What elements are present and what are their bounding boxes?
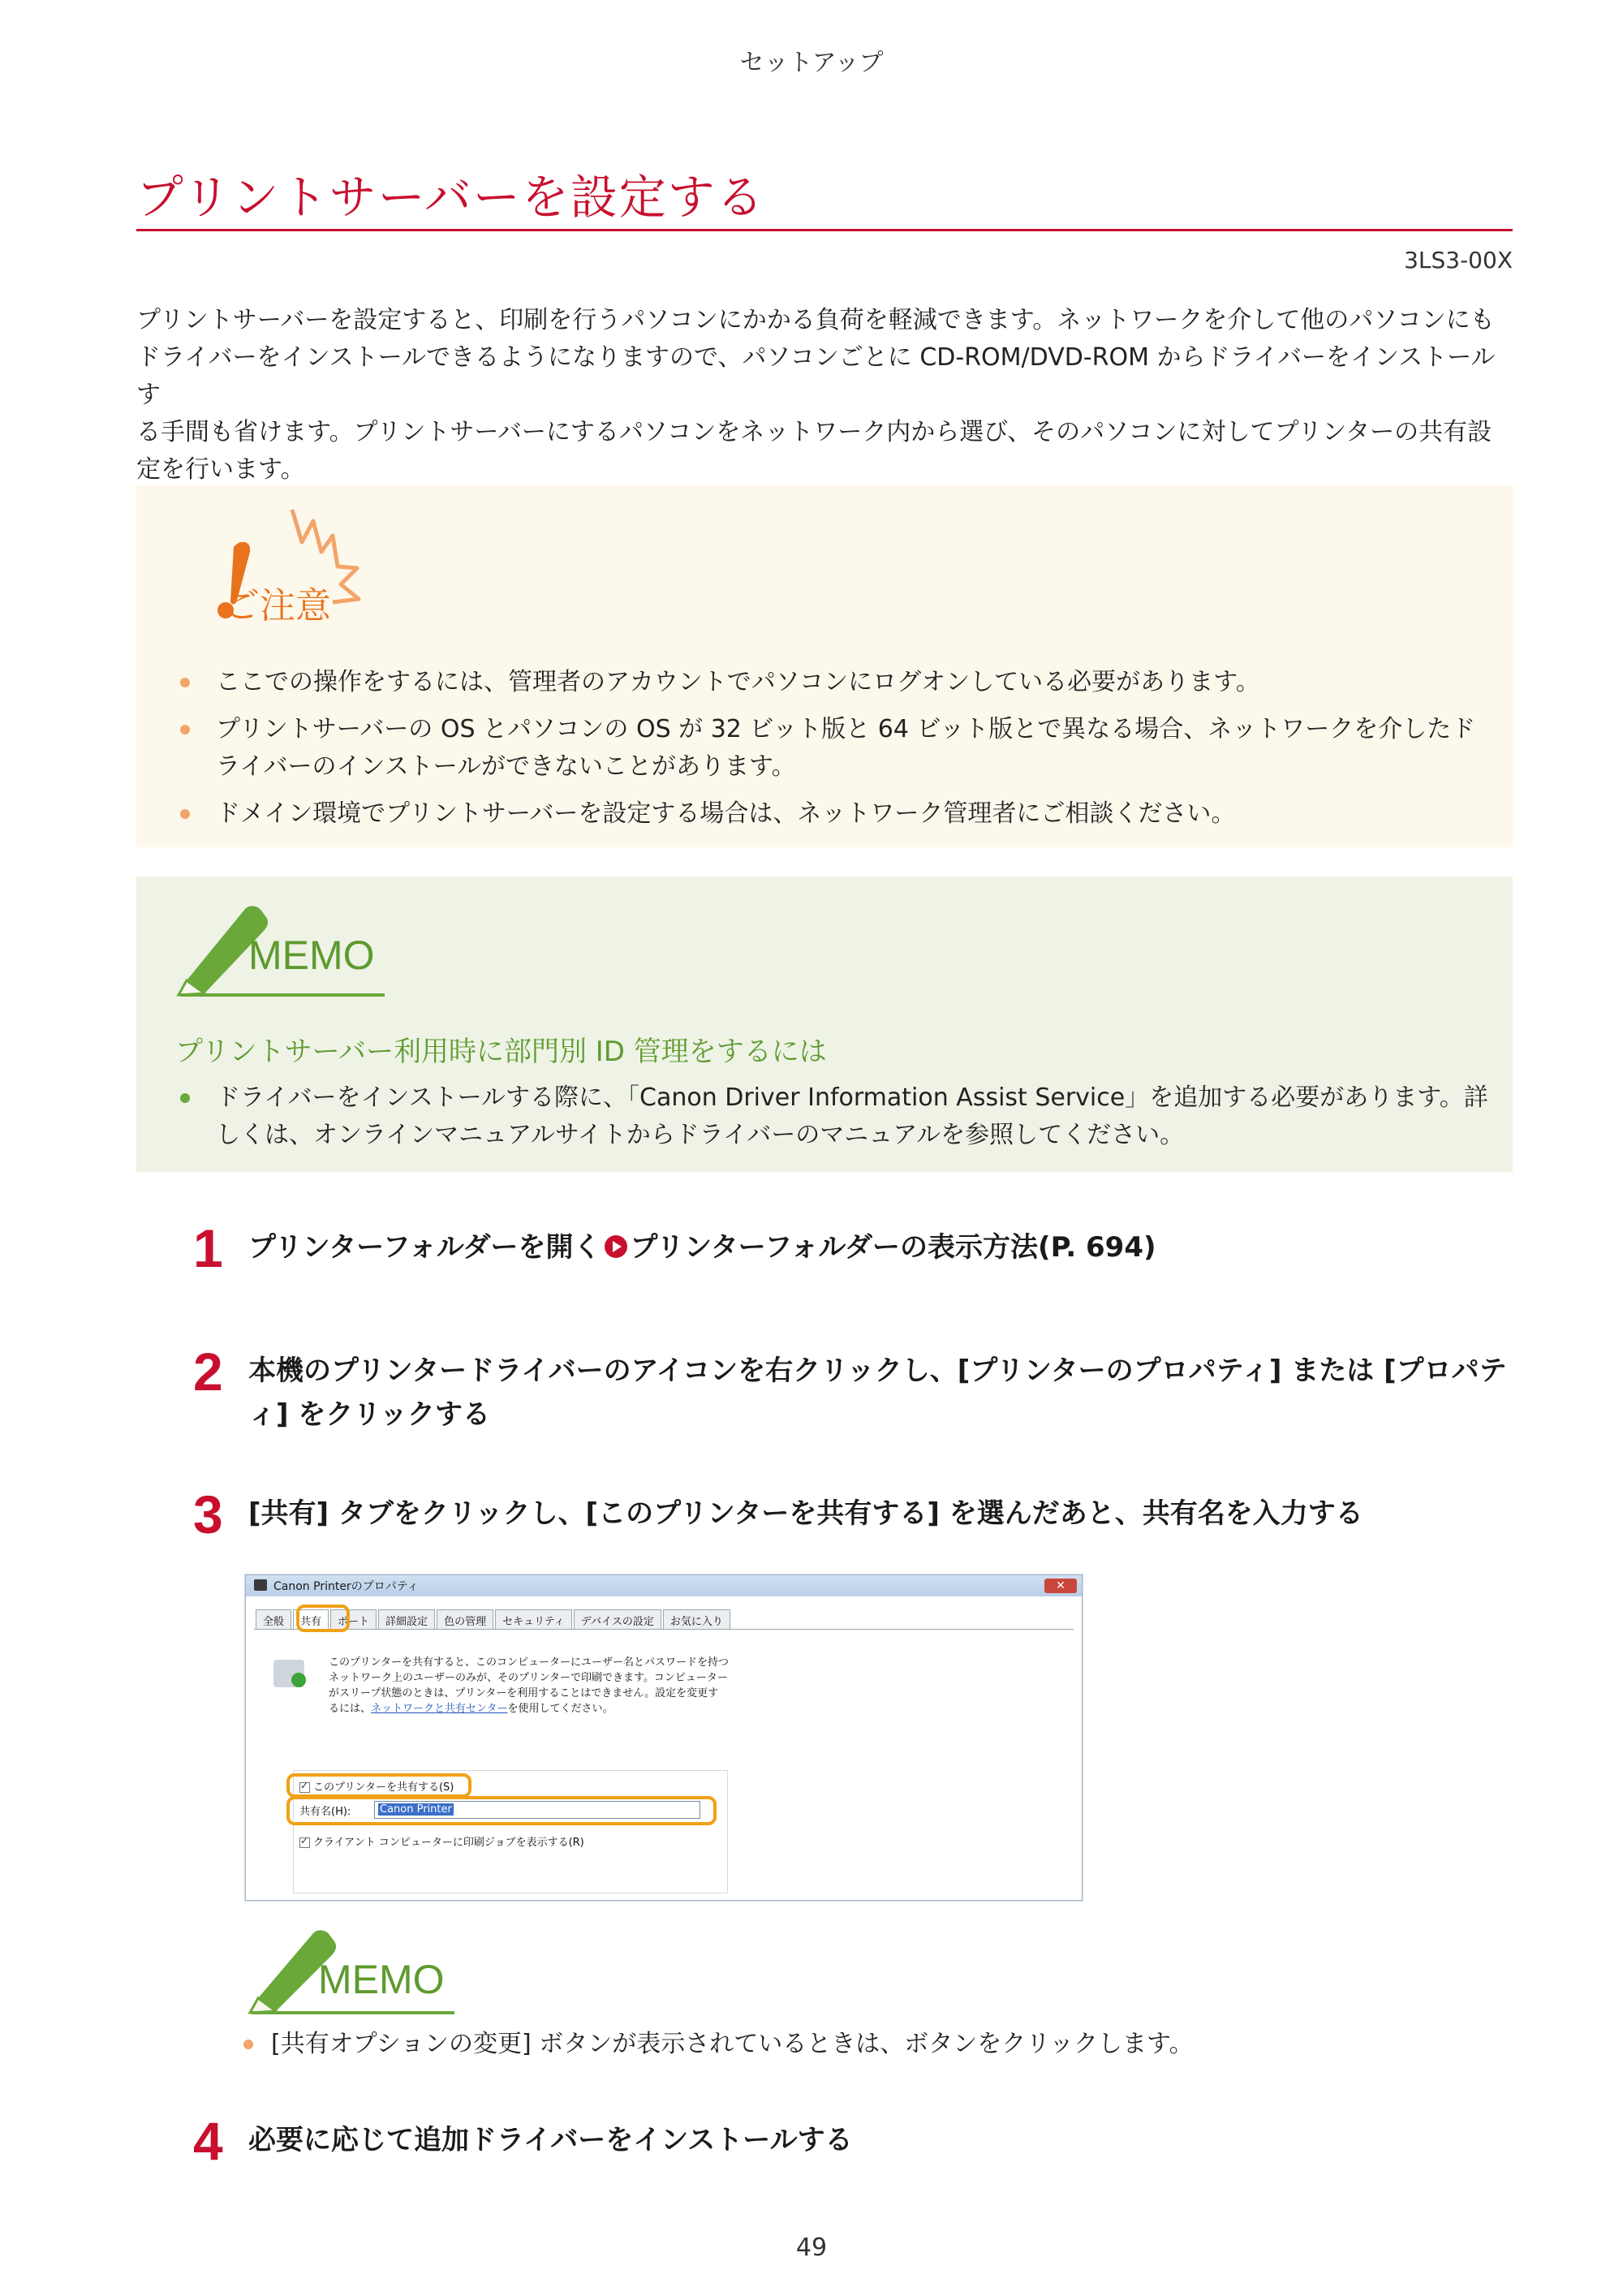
intro-line: 定を行います。 <box>136 455 305 484</box>
page-title: プリントサーバーを設定する <box>136 170 765 225</box>
bullet-icon <box>180 678 190 687</box>
step-number: 4 <box>193 2111 223 2171</box>
tab-device-settings[interactable]: デバイスの設定 <box>574 1609 661 1630</box>
dialog-titlebar <box>246 1575 1082 1596</box>
close-button[interactable]: ✕ <box>1044 1579 1077 1593</box>
bullet-icon <box>180 809 190 819</box>
memo-label: MEMO <box>248 933 375 978</box>
shared-check-icon <box>291 1673 306 1687</box>
bullet-icon <box>180 725 190 734</box>
step-text: [共有] タブをクリックし、[このプリンターを共有する] を選んだあと、共有名を入力する <box>248 1497 1363 1530</box>
share-checkbox-highlight <box>286 1773 471 1798</box>
network-sharing-center-link[interactable]: ネットワークと共有センター <box>371 1703 508 1715</box>
bullet-icon <box>243 2040 253 2049</box>
checkbox-checked-icon[interactable] <box>299 1837 310 1848</box>
sharing-tab-highlight <box>296 1605 350 1632</box>
memo-label: MEMO <box>318 1957 445 2002</box>
step-number: 2 <box>193 1342 223 1402</box>
caution-label: ご注意 <box>224 585 331 627</box>
share-name-highlight <box>286 1796 717 1825</box>
doc-id: 3LS3-00X <box>1404 247 1513 274</box>
list-item: [共有オプションの変更] ボタンが表示されているときは、ボタンをクリックします。 <box>243 2026 1461 2063</box>
tab-sharing[interactable]: 共有 <box>293 1609 329 1630</box>
list-item: ドライバーをインストールする際に、「Canon Driver Information Assist Service」を追加する必要があります。詳しくは、オンラインマニュアルサイトからドライバーのマニュアルを参照してください。 <box>180 1079 1495 1154</box>
link-arrow-icon <box>605 1235 627 1258</box>
step-number: 1 <box>193 1218 223 1278</box>
memo-list <box>180 1079 1495 1164</box>
render-jobs-checkbox[interactable]: ✓クライアント コンピューターに印刷ジョブを表示する(R) <box>299 1833 584 1849</box>
list-item: ドメイン環境でプリントサーバーを設定する場合は、ネットワーク管理者にご相談ください。 <box>180 795 1495 833</box>
share-printer-checkbox[interactable]: ✓このプリンターを共有する(S) <box>299 1778 454 1794</box>
section-header: セットアップ <box>739 49 884 77</box>
tab-favorites[interactable]: お気に入り <box>663 1609 730 1630</box>
intro-paragraph <box>136 302 1516 489</box>
intro-line: プリントサーバーを設定すると、印刷を行うパソコンにかかる負荷を軽減できます。ネットワークを介して他のパソコンにも <box>136 306 1495 334</box>
title-rule <box>136 229 1513 231</box>
step-text: プリンターフォルダーを開く プリンターフォルダーの表示方法(P. 694) <box>248 1231 1156 1264</box>
tab-ports[interactable]: ポート <box>330 1609 377 1630</box>
caution-list <box>180 664 1495 842</box>
page-number: 49 <box>795 2234 828 2262</box>
tab-advanced[interactable]: 詳細設定 <box>378 1609 435 1630</box>
bullet-icon <box>180 1093 190 1103</box>
intro-line: ドライバーをインストールできるようになりますので、パソコンごとに CD-ROM/DVD-ROM からドライバーをインストールす <box>136 343 1496 409</box>
tab-security[interactable]: セキュリティ <box>495 1609 572 1630</box>
tab-color-management[interactable]: 色の管理 <box>437 1609 493 1630</box>
printer-properties-dialog <box>245 1574 1083 1901</box>
list-item: プリントサーバーの OS とパソコンの OS が 32 ビット版と 64 ビット版とで異なる場合、ネットワークを介したドライバーのインストールができないことがあります。 <box>180 711 1495 786</box>
step-text: 本機のプリンタードライバーのアイコンを右クリックし、[プリンターのプロパティ] または [プロパティ] をクリックする <box>248 1355 1507 1431</box>
memo-list <box>243 2026 1461 2073</box>
share-name-label: 共有名(H): <box>299 1806 351 1818</box>
step-number: 3 <box>193 1484 223 1544</box>
step-link[interactable]: プリンターフォルダーの表示方法(P. 694) <box>630 1231 1156 1264</box>
memo-subtitle: プリントサーバー利用時に部門別 ID 管理をするには <box>175 1036 827 1068</box>
tab-general[interactable]: 全般 <box>256 1609 291 1630</box>
intro-line: る手間も省けます。プリントサーバーにするパソコンをネットワーク内から選び、そのパソコンに対してプリンターの共有設 <box>136 418 1492 446</box>
share-name-value: Canon Printer <box>380 1803 452 1816</box>
list-item: ここでの操作をするには、管理者のアカウントでパソコンにログオンしている必要があります。 <box>180 664 1495 701</box>
sharing-description: このプリンターを共有すると、このコンピューターにユーザー名とパスワードを持つ ネットワーク上のユーザーのみが、そのプリンターで印刷できます。コンピューター がスリープ状態のときは、プリンターを利用することはできません。設定を変更す るには、ネットワークと共有センターを使用してください。 <box>329 1656 729 1715</box>
dialog-title: Canon Printerのプロパティ <box>273 1580 419 1593</box>
printer-app-icon <box>254 1579 267 1591</box>
step-text: 必要に応じて追加ドライバーをインストールする <box>248 2124 853 2156</box>
